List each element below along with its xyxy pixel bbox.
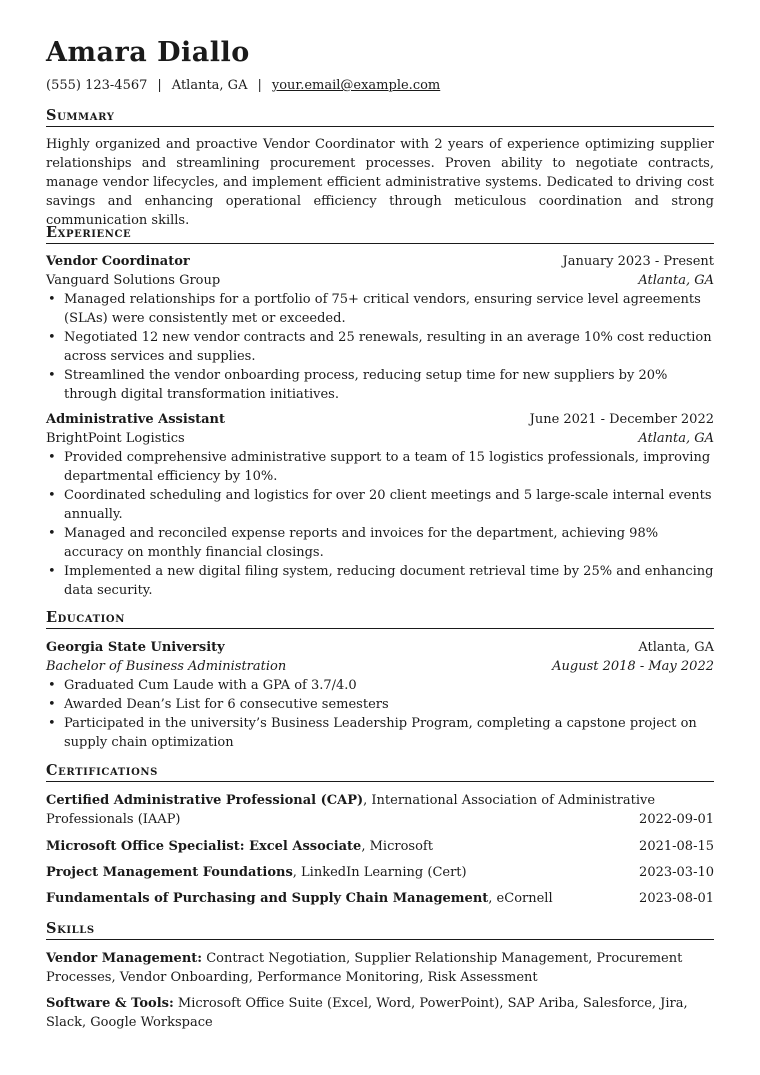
job-company-line — [46, 271, 714, 290]
certification-date: 2021-08-15 — [639, 839, 714, 854]
separator: | — [257, 78, 262, 93]
skill-group: Vendor Management: Contract Negotiation, Supplier Relationship Management, Procurement Processes, Vendor Onboarding, Performance Monitoring, Risk Assessment — [46, 951, 683, 985]
certification-item: Microsoft Office Specialist: Excel Associate, Microsoft 2021-08-15 — [46, 839, 714, 854]
location: Atlanta, GA — [171, 78, 248, 93]
degree-line — [46, 657, 714, 676]
degree: Bachelor of Business Administration — [46, 659, 287, 674]
job-dates: June 2021 - December 2022 — [529, 412, 714, 427]
job-location: Atlanta, GA — [638, 273, 714, 288]
job-company: BrightPoint Logistics — [46, 431, 185, 446]
certification-item: Certified Administrative Professional (CAP), International Association of Administrative Professionals (IAAP) 2022-09-01 — [46, 793, 714, 827]
list-item: • Negotiated 12 new vendor contracts and 25 renewals, resulting in an average 10% cost reduction across services and supplies. — [48, 330, 712, 364]
school-location: Atlanta, GA — [638, 640, 714, 655]
section-title-certifications: Certifications — [46, 762, 714, 782]
candidate-name: Amara Diallo — [46, 37, 250, 68]
email-link[interactable]: your.email@example.com — [271, 78, 441, 93]
section-title-education: Education — [46, 609, 714, 629]
job-role: Administrative Assistant — [46, 412, 226, 427]
list-item: • Provided comprehensive administrative support to a team of 15 logistics professionals, improving departmental efficiency by 10%. — [48, 450, 711, 484]
list-item: • Coordinated scheduling and logistics for over 20 client meetings and 5 large-scale internal events annually. — [48, 488, 712, 522]
list-item: • Managed and reconciled expense reports and invoices for the department, achieving 98% accuracy on monthly financial closings. — [48, 526, 659, 560]
job-role: Vendor Coordinator — [46, 254, 190, 269]
certification-date: 2023-03-10 — [639, 865, 714, 880]
job-location: Atlanta, GA — [638, 431, 714, 446]
education-header — [46, 638, 714, 657]
list-item: • Streamlined the vendor onboarding process, reducing setup time for new suppliers by 20% through digital transformation initiatives. — [48, 368, 668, 402]
education-dates: August 2018 - May 2022 — [552, 659, 714, 674]
section-title-experience: Experience — [46, 224, 714, 244]
certification-item: Project Management Foundations, LinkedIn Learning (Cert) 2023-03-10 — [46, 865, 714, 880]
section-title-summary: Summary — [46, 107, 714, 127]
summary-text: Highly organized and proactive Vendor Coordinator with 2 years of experience optimizing supplier relationships and streamlining procurement processes. Proven ability to negotiate contracts, manage vendor lifecycles, and implement efficient administrative systems. Dedicated to driving cost savings and enhancing operational efficiency through meticulous coordination and strong communication skills. — [46, 137, 714, 228]
list-item: • Graduated Cum Laude with a GPA of 3.7/4.0 — [48, 678, 357, 693]
separator: | — [157, 78, 162, 93]
list-item: • Awarded Dean’s List for 6 consecutive semesters — [48, 697, 389, 712]
school-name: Georgia State University — [46, 640, 225, 655]
section-title-skills: Skills — [46, 920, 714, 940]
phone: (555) 123-4567 — [46, 78, 148, 93]
contact-line — [46, 78, 440, 94]
job-header — [46, 252, 714, 271]
list-item: • Implemented a new digital filing system, reducing document retrieval time by 25% and enhancing data security. — [48, 564, 714, 598]
certification-date: 2023-08-01 — [639, 891, 714, 906]
job-dates: January 2023 - Present — [562, 254, 714, 269]
certification-date: 2022-09-01 — [639, 812, 714, 827]
list-item: • Participated in the university’s Business Leadership Program, completing a capstone project on supply chain optimization — [48, 716, 697, 750]
skill-group: Software & Tools: Microsoft Office Suite (Excel, Word, PowerPoint), SAP Ariba, Salesforce, Jira, Slack, Google Workspace — [46, 996, 688, 1030]
job-company-line — [46, 429, 714, 448]
job-company: Vanguard Solutions Group — [46, 273, 221, 288]
certification-item: Fundamentals of Purchasing and Supply Chain Management, eCornell 2023-08-01 — [46, 891, 714, 906]
job-header — [46, 410, 714, 429]
list-item: • Managed relationships for a portfolio of 75+ critical vendors, ensuring service level agreements (SLAs) were consistently met or exceeded. — [48, 292, 701, 326]
